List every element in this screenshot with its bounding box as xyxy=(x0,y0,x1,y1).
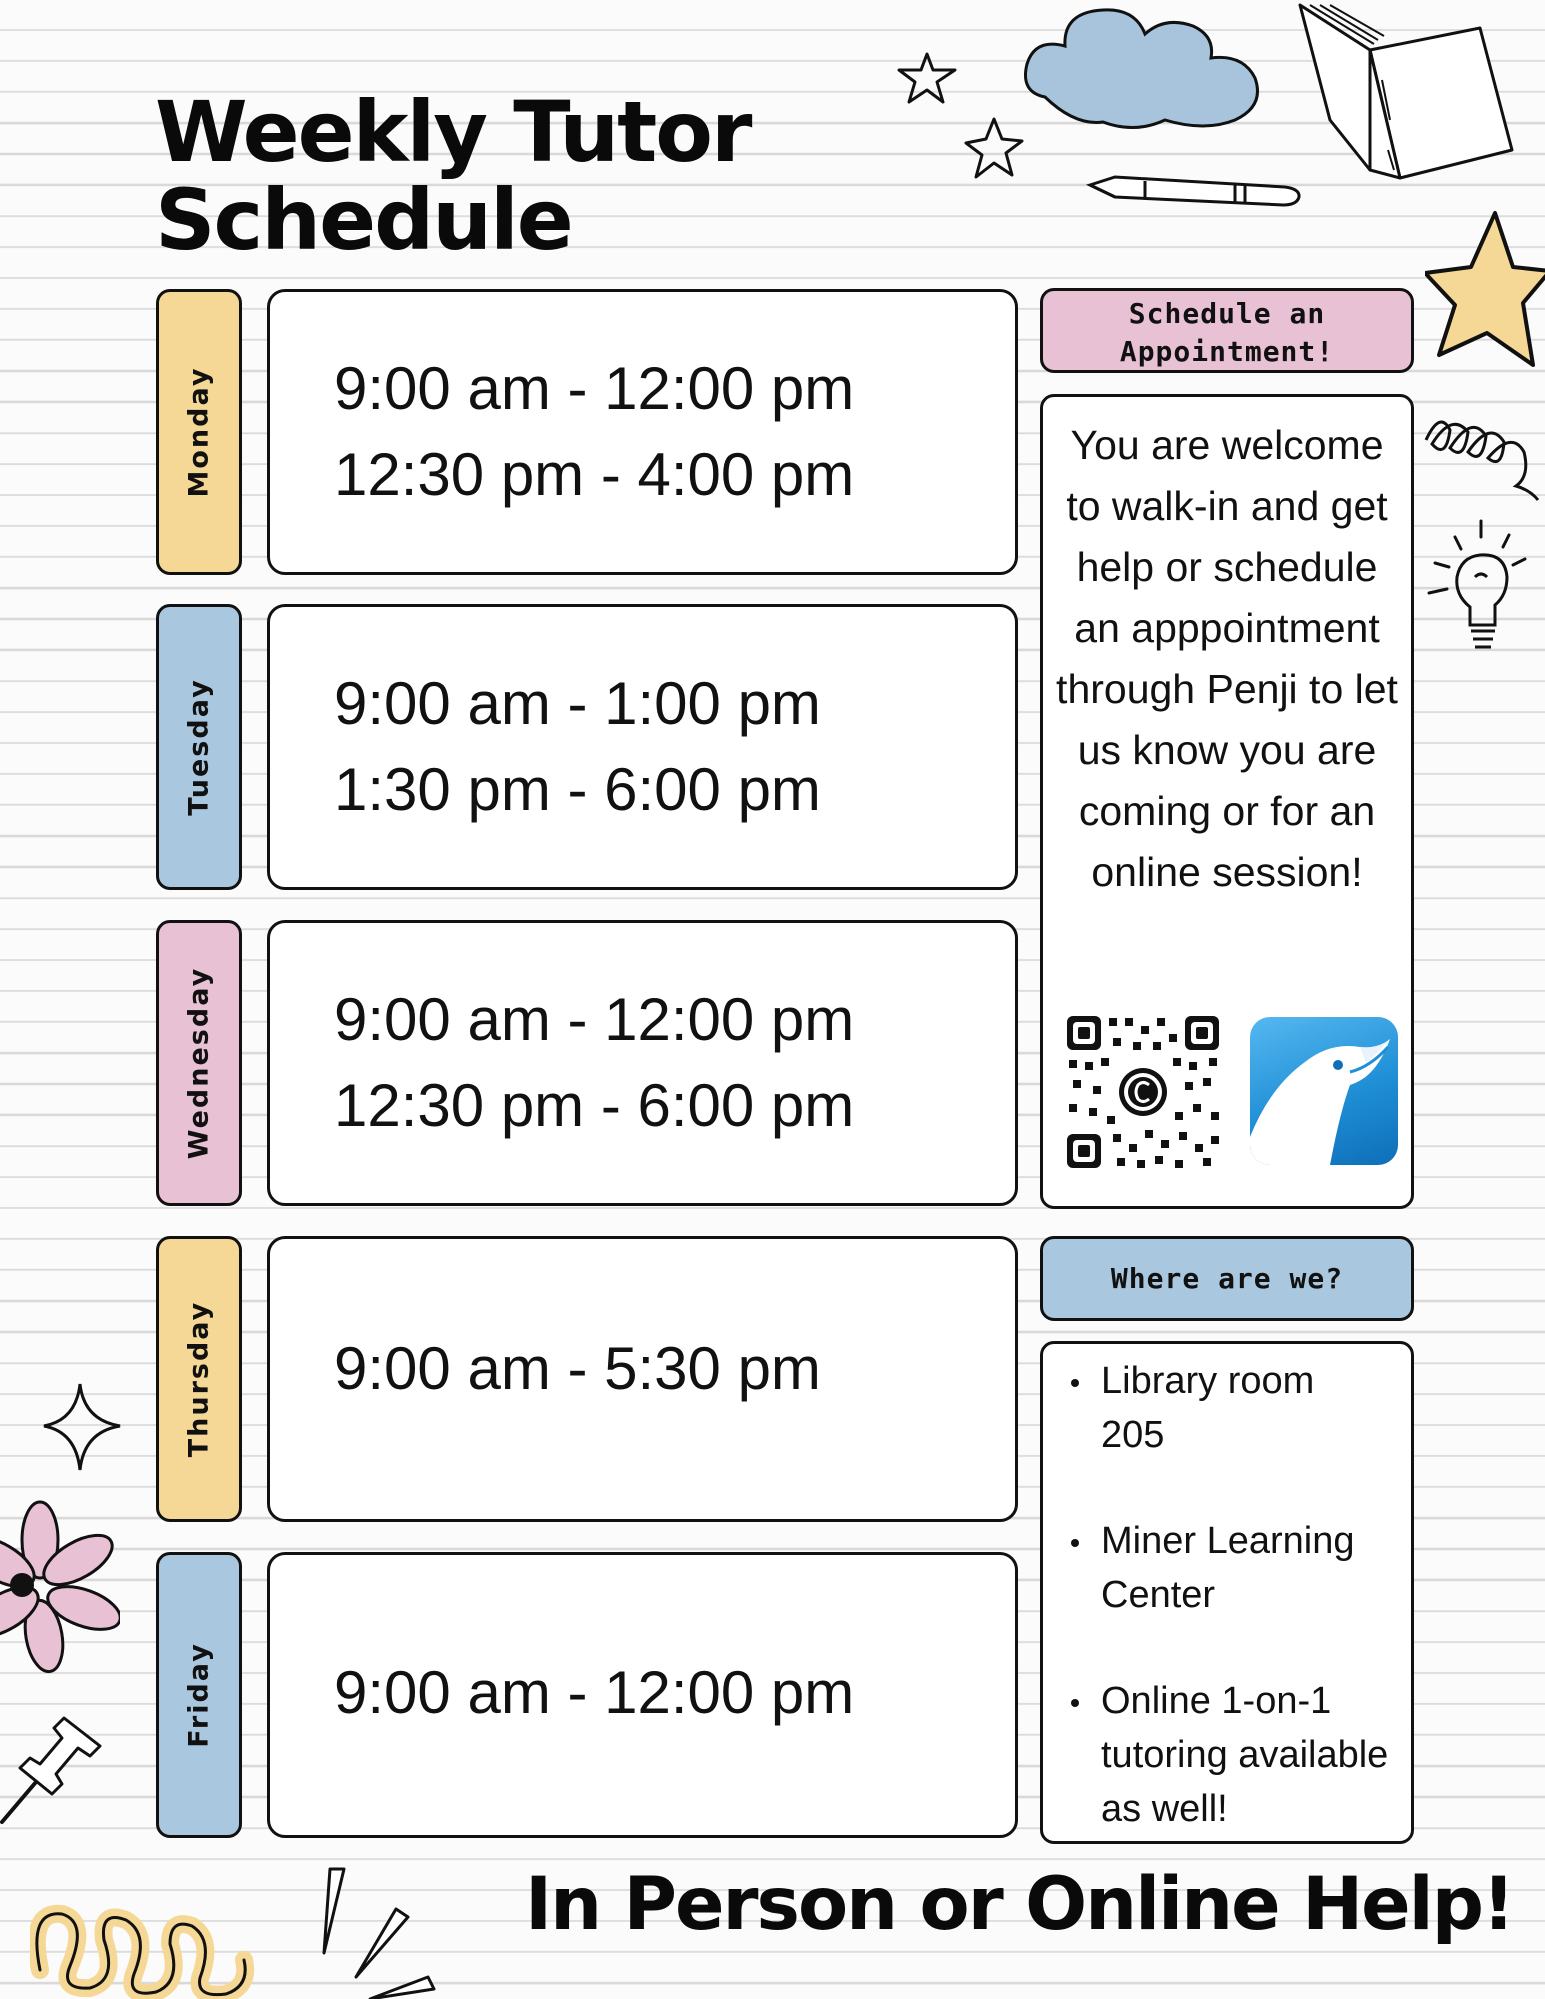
sparkle-icon xyxy=(960,115,1030,185)
day-label: Friday xyxy=(183,1642,215,1748)
cloud-icon xyxy=(1015,2,1290,137)
day-label: Wednesday xyxy=(183,966,215,1160)
qr-code[interactable] xyxy=(1063,1012,1223,1172)
page-title xyxy=(155,83,751,269)
time-slot: 12:30 pm - 6:00 pm xyxy=(334,1072,855,1139)
pushpin-icon xyxy=(0,1712,110,1832)
day-label: Thursday xyxy=(183,1300,215,1458)
time-box-tuesday xyxy=(267,604,1018,890)
appointment-heading xyxy=(1040,288,1414,373)
spring-icon xyxy=(1420,400,1545,510)
day-label: Tuesday xyxy=(183,678,215,816)
penji-app-icon[interactable] xyxy=(1250,1017,1398,1165)
pen-icon xyxy=(1085,163,1310,223)
appointment-heading-text: Schedule an Appointment! xyxy=(1119,297,1335,368)
title-line-1: Weekly Tutor xyxy=(155,83,751,181)
spring-icon xyxy=(30,1870,260,1999)
location-heading xyxy=(1040,1236,1414,1321)
sparkle-icon xyxy=(895,50,965,110)
footer-headline: In Person or Online Help! xyxy=(525,1862,1514,1947)
location-item: Miner Learning Center xyxy=(1063,1514,1391,1622)
star-icon xyxy=(1425,205,1545,390)
book-icon xyxy=(1290,0,1530,185)
day-tab-thursday xyxy=(156,1236,242,1522)
sparkle-icon xyxy=(40,1380,125,1475)
time-slot: 9:00 am - 12:00 pm xyxy=(334,355,855,422)
time-box-wednesday xyxy=(267,920,1018,1206)
time-slot: 9:00 am - 5:30 pm xyxy=(334,1335,821,1402)
time-slot: 12:30 pm - 4:00 pm xyxy=(334,441,855,508)
time-slot: 9:00 am - 12:00 pm xyxy=(334,1659,855,1726)
day-label: Monday xyxy=(183,366,215,498)
day-tab-tuesday xyxy=(156,604,242,890)
time-slot: 9:00 am - 12:00 pm xyxy=(334,986,855,1053)
time-box-thursday xyxy=(267,1236,1018,1522)
appointment-text: You are welcome to walk-in and get help or schedule an apppointment through Penji to let us know you are coming or for an online session! xyxy=(1056,422,1398,895)
lightbulb-icon xyxy=(1425,515,1545,660)
location-list xyxy=(1063,1354,1403,1888)
sparkle-icon xyxy=(300,1865,440,1999)
title-line-2: Schedule xyxy=(155,171,572,269)
time-box-friday xyxy=(267,1552,1018,1838)
day-tab-monday xyxy=(156,289,242,575)
location-info-box xyxy=(1040,1341,1414,1844)
appointment-info-box xyxy=(1040,394,1414,1209)
flower-icon xyxy=(0,1500,120,1675)
time-slot: 1:30 pm - 6:00 pm xyxy=(334,756,821,823)
location-heading-text: Where are we? xyxy=(1110,1262,1344,1295)
location-item: Online 1-on-1 tutoring available as well! xyxy=(1063,1674,1403,1836)
location-item: Library room 205 xyxy=(1063,1354,1351,1462)
day-tab-friday xyxy=(156,1552,242,1838)
day-tab-wednesday xyxy=(156,920,242,1206)
time-slot: 9:00 am - 1:00 pm xyxy=(334,670,821,737)
time-box-monday xyxy=(267,289,1018,575)
